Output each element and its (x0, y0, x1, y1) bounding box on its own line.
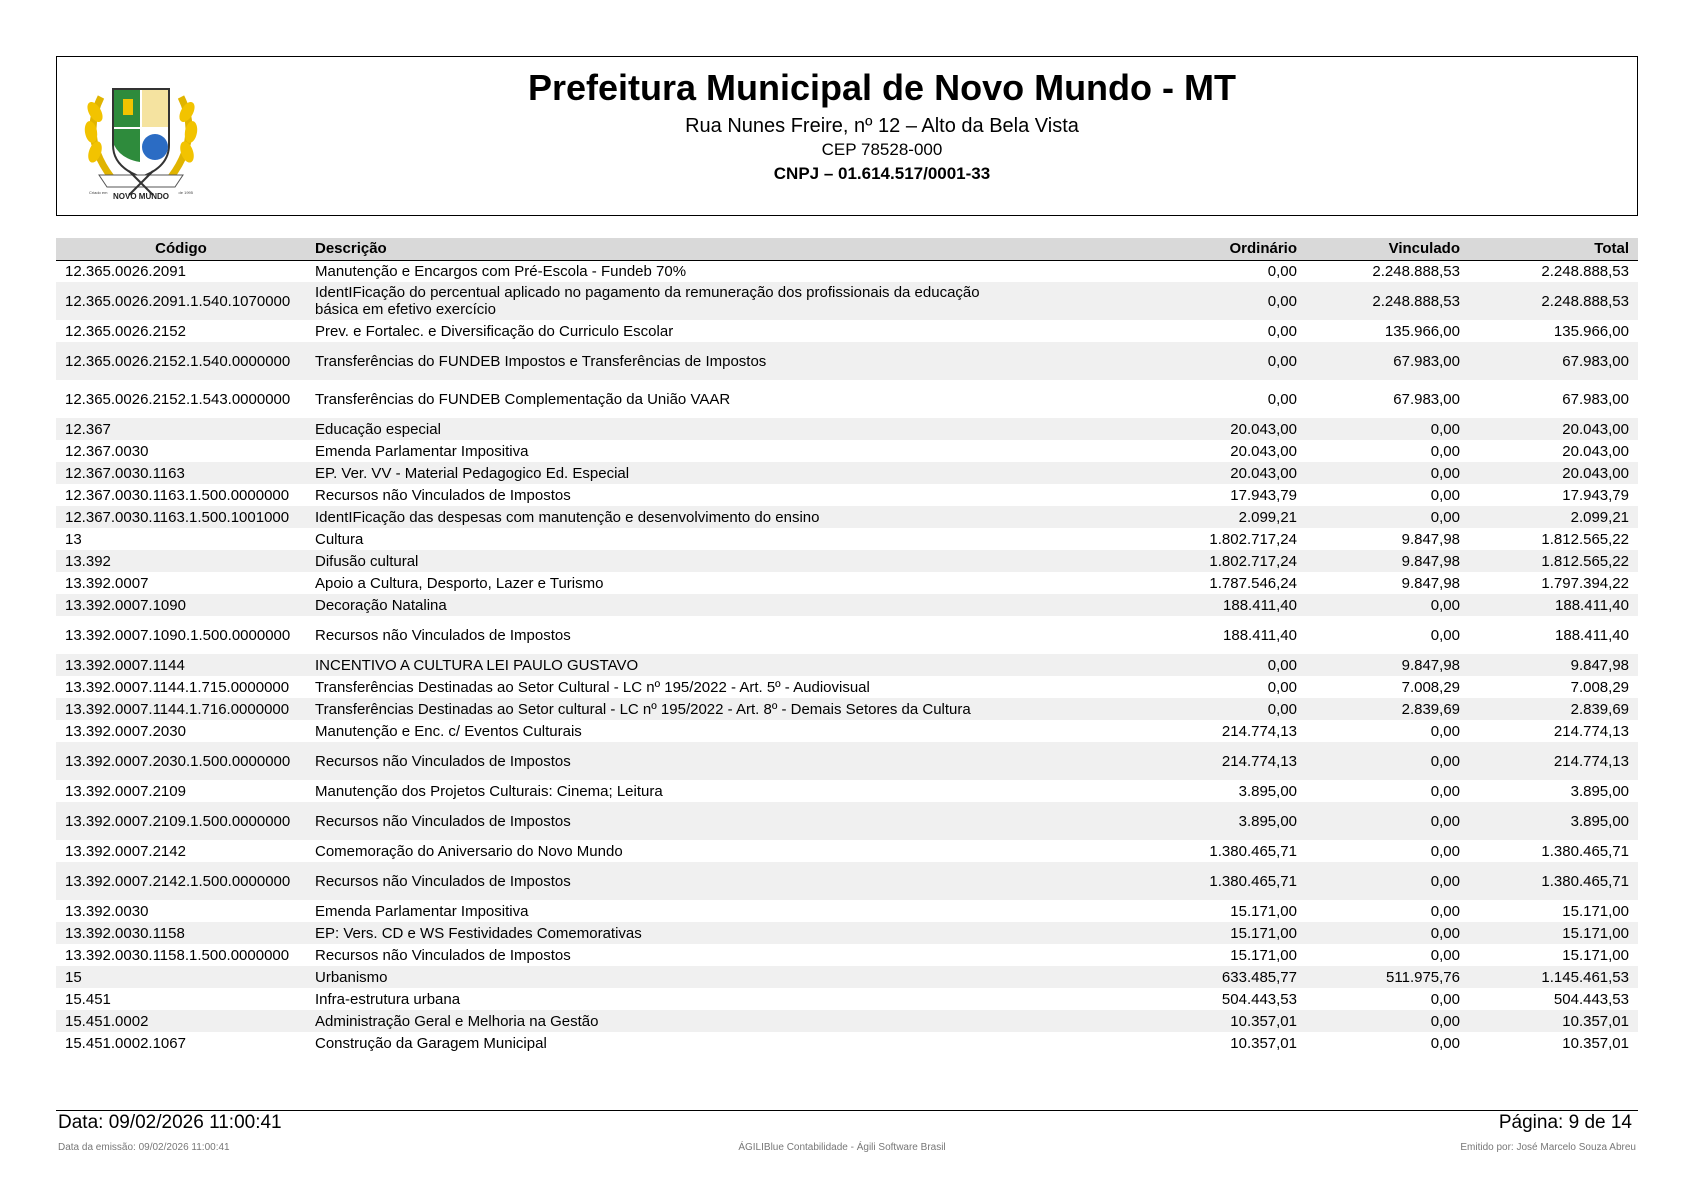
cell-codigo: 13.392.0030 (65, 902, 149, 920)
cell-codigo: 12.365.0026.2152.1.540.0000000 (56, 342, 306, 380)
table-row (56, 506, 1638, 528)
cell-codigo: 12.365.0026.2091 (65, 262, 186, 280)
cell-total: 214.774,13 (1469, 742, 1638, 780)
cell-vinculado: 0,00 (1430, 486, 1460, 504)
cell-descricao: Emenda Parlamentar Impositiva (315, 902, 529, 920)
cell-ordinario: 0,00 (1016, 342, 1306, 380)
page-title: Prefeitura Municipal de Novo Mundo - MT (527, 67, 1236, 108)
cell-vinculado: 0,00 (1306, 462, 1469, 484)
cell-codigo: 13.392.0007.2109 (65, 782, 186, 800)
cell-vinculado: 0,00 (1430, 990, 1460, 1008)
cell-descricao: IdentIFicação das despesas com manutenção e desenvolvimento do ensino (306, 506, 1016, 528)
table-row (56, 802, 1638, 840)
cell-codigo: 12.367.0030 (65, 442, 149, 460)
cell-vinculado: 0,00 (1430, 782, 1460, 800)
cell-total: 3.895,00 (1469, 802, 1638, 840)
table-row (56, 698, 1638, 720)
cell-vinculado: 2.248.888,53 (1306, 282, 1469, 320)
cell-descricao: Manutenção dos Projetos Culturais: Cinema; Leitura (315, 782, 663, 800)
table-row (56, 440, 1638, 462)
cell-vinculado: 67.983,00 (1306, 342, 1469, 380)
cell-descricao: Transferências do FUNDEB Complementação da União VAAR (315, 390, 731, 408)
cell-descricao: Manutenção e Enc. c/ Eventos Culturais (315, 722, 582, 740)
cell-total: 214.774,13 (1553, 722, 1629, 740)
table-row (56, 720, 1638, 742)
cell-ordinario: 15.171,00 (1230, 946, 1297, 964)
cell-codigo: 15.451.0002.1067 (65, 1034, 186, 1052)
cell-descricao: EP. Ver. VV - Material Pedagogico Ed. Especial (306, 462, 1016, 484)
cell-total: 17.943,79 (1562, 486, 1629, 504)
cell-codigo: 13.392.0007.2109.1.500.0000000 (56, 802, 306, 840)
cell-total: 188.411,40 (1555, 626, 1629, 644)
table-row (56, 676, 1638, 698)
cell-total: 2.248.888,53 (1541, 262, 1629, 280)
header-text-block (57, 67, 1637, 187)
cell-vinculado: 0,00 (1430, 842, 1460, 860)
cell-total: 67.983,00 (1562, 390, 1629, 408)
cell-codigo: 15.451.0002 (56, 1010, 306, 1032)
cell-vinculado: 0,00 (1430, 946, 1460, 964)
cell-descricao: Urbanismo (306, 966, 1016, 988)
cell-total: 9.847,98 (1469, 654, 1638, 676)
cell-ordinario: 0,00 (1016, 698, 1306, 720)
cell-ordinario: 15.171,00 (1016, 922, 1306, 944)
table-row (56, 572, 1638, 594)
cell-codigo: 12.367 (56, 418, 306, 440)
cell-vinculado: 2.248.888,53 (1372, 262, 1460, 280)
cell-descricao: Apoio a Cultura, Desporto, Lazer e Turismo (315, 574, 604, 592)
cell-vinculado: 135.966,00 (1384, 322, 1460, 340)
cell-total: 2.099,21 (1469, 506, 1638, 528)
svg-text:de 1995: de 1995 (178, 190, 193, 195)
table-row (56, 260, 1638, 282)
cell-ordinario: 17.943,79 (1230, 486, 1297, 504)
table-row (56, 742, 1638, 780)
cell-descricao: Construção da Garagem Municipal (315, 1034, 547, 1052)
cell-ordinario: 188.411,40 (1016, 594, 1306, 616)
cell-vinculado: 0,00 (1430, 722, 1460, 740)
cell-total: 1.380.465,71 (1541, 842, 1629, 860)
cell-codigo: 13.392.0030.1158.1.500.0000000 (65, 946, 290, 964)
cell-descricao: Manutenção e Encargos com Pré-Escola - Fundeb 70% (315, 262, 687, 280)
cell-total: 10.357,01 (1469, 1010, 1638, 1032)
cell-vinculado: 0,00 (1306, 594, 1469, 616)
cell-descricao: Infra-estrutura urbana (315, 990, 461, 1008)
cell-codigo: 13.392.0007.2142.1.500.0000000 (56, 862, 306, 900)
cell-ordinario: 1.802.717,24 (1016, 550, 1306, 572)
cell-ordinario: 188.411,40 (1223, 626, 1297, 644)
cell-vinculado: 9.847,98 (1401, 530, 1460, 548)
cep-line: CEP 78528-000 (821, 140, 943, 159)
cell-total: 2.839,69 (1469, 698, 1638, 720)
cell-total: 15.171,00 (1469, 922, 1638, 944)
software-credit: ÁGILIBlue Contabilidade - Ágili Software Brasil (738, 1142, 946, 1153)
cell-total: 1.380.465,71 (1469, 862, 1638, 900)
cell-vinculado: 67.983,00 (1393, 390, 1460, 408)
cell-ordinario: 633.485,77 (1016, 966, 1306, 988)
table-row (56, 1032, 1638, 1054)
cell-ordinario: 214.774,13 (1221, 722, 1297, 740)
cell-total: 20.043,00 (1469, 418, 1638, 440)
cell-descricao: EP: Vers. CD e WS Festividades Comemorativas (306, 922, 1016, 944)
cell-vinculado: 0,00 (1306, 862, 1469, 900)
cell-descricao: Recursos não Vinculados de Impostos (306, 862, 1016, 900)
table-row (56, 594, 1638, 616)
cell-ordinario: 0,00 (1267, 322, 1297, 340)
cell-ordinario: 0,00 (1016, 282, 1306, 320)
cell-ordinario: 20.043,00 (1230, 442, 1297, 460)
table-row (56, 342, 1638, 380)
cell-vinculado: 0,00 (1306, 922, 1469, 944)
cell-vinculado: 0,00 (1306, 1010, 1469, 1032)
cell-descricao: Recursos não Vinculados de Impostos (306, 802, 1016, 840)
cell-codigo: 13.392.0007.1144 (56, 654, 306, 676)
table-row (56, 1010, 1638, 1032)
address-line: Rua Nunes Freire, nº 12 – Alto da Bela Vista (685, 115, 1079, 137)
cell-vinculado: 0,00 (1306, 506, 1469, 528)
column-header-ordinario: Ordinário (1016, 238, 1306, 260)
cell-descricao: Difusão cultural (306, 550, 1016, 572)
cell-codigo: 12.367.0030.1163 (56, 462, 306, 484)
cell-descricao: Transferências do FUNDEB Impostos e Transferências de Impostos (306, 342, 1016, 380)
cell-codigo: 13.392.0007 (65, 574, 149, 592)
table-row (56, 282, 1638, 320)
cell-total: 67.983,00 (1469, 342, 1638, 380)
cell-ordinario: 0,00 (1267, 678, 1297, 696)
cell-codigo: 12.367.0030.1163.1.500.1001000 (56, 506, 306, 528)
cell-total: 15.171,00 (1562, 946, 1629, 964)
cell-ordinario: 214.774,13 (1016, 742, 1306, 780)
cell-vinculado: 7.008,29 (1401, 678, 1460, 696)
column-header-total: Total (1469, 238, 1638, 260)
cell-ordinario: 0,00 (1016, 654, 1306, 676)
cell-descricao: Transferências Destinadas ao Setor Cultural - LC nº 195/2022 - Art. 5º - Audiovisual (315, 678, 870, 696)
table-row (56, 966, 1638, 988)
cnpj-line: CNPJ – 01.614.517/0001-33 (773, 164, 991, 183)
cell-vinculado: 0,00 (1306, 418, 1469, 440)
cell-codigo: 13.392.0007.1144.1.715.0000000 (65, 678, 290, 696)
cell-vinculado: 0,00 (1430, 902, 1460, 920)
table-row (56, 840, 1638, 862)
cell-descricao: Recursos não Vinculados de Impostos (315, 946, 571, 964)
cell-descricao: Prev. e Fortalec. e Diversificação do Curriculo Escolar (315, 322, 674, 340)
cell-vinculado: 0,00 (1306, 742, 1469, 780)
cell-ordinario: 504.443,53 (1221, 990, 1297, 1008)
cell-descricao: Recursos não Vinculados de Impostos (315, 626, 571, 644)
table-row (56, 528, 1638, 550)
cell-total: 2.248.888,53 (1469, 282, 1638, 320)
cell-vinculado: 9.847,98 (1401, 574, 1460, 592)
cell-descricao: Recursos não Vinculados de Impostos (315, 486, 571, 504)
cell-codigo: 12.365.0026.2152.1.543.0000000 (65, 390, 291, 408)
table-row (56, 418, 1638, 440)
cell-codigo: 12.365.0026.2152 (65, 322, 186, 340)
cell-total: 7.008,29 (1570, 678, 1629, 696)
cell-total: 10.357,01 (1562, 1034, 1629, 1052)
cell-vinculado: 9.847,98 (1306, 654, 1469, 676)
cell-vinculado: 9.847,98 (1306, 550, 1469, 572)
cell-total: 1.797.394,22 (1541, 574, 1629, 592)
cell-ordinario: 2.099,21 (1016, 506, 1306, 528)
cell-total: 1.145.461,53 (1469, 966, 1638, 988)
table-row (56, 988, 1638, 1010)
table-row (56, 944, 1638, 966)
cell-descricao: Emenda Parlamentar Impositiva (315, 442, 529, 460)
table-row (56, 380, 1638, 418)
cell-total: 15.171,00 (1562, 902, 1629, 920)
table-row (56, 550, 1638, 572)
cell-ordinario: 3.895,00 (1016, 802, 1306, 840)
cell-total: 20.043,00 (1469, 462, 1638, 484)
cell-total: 3.895,00 (1570, 782, 1629, 800)
footer-date: Data: 09/02/2026 11:00:41 (58, 1112, 282, 1133)
cell-descricao: Recursos não Vinculados de Impostos (306, 742, 1016, 780)
table-row (56, 320, 1638, 342)
cell-total: 135.966,00 (1553, 322, 1629, 340)
table-row (56, 780, 1638, 802)
cell-ordinario: 10.357,01 (1016, 1010, 1306, 1032)
table-row (56, 654, 1638, 676)
table-row (56, 484, 1638, 506)
table-row (56, 462, 1638, 484)
cell-codigo: 13.392.0007.2030.1.500.0000000 (56, 742, 306, 780)
cell-descricao: IdentIFicação do percentual aplicado no pagamento da remuneração dos profissionais da educação básica em efetivo exercício (306, 282, 1016, 320)
cell-vinculado: 511.975,76 (1306, 966, 1469, 988)
cell-ordinario: 20.043,00 (1016, 418, 1306, 440)
cell-ordinario: 0,00 (1267, 390, 1297, 408)
footer-divider (56, 1110, 1638, 1111)
cell-total: 20.043,00 (1562, 442, 1629, 460)
cell-ordinario: 1.380.465,71 (1209, 842, 1297, 860)
table-header-row (56, 238, 1638, 260)
report-header (56, 56, 1638, 216)
cell-codigo: 13.392 (56, 550, 306, 572)
table-body (56, 260, 1638, 1054)
emission-date: Data da emissão: 09/02/2026 11:00:41 (58, 1142, 230, 1153)
cell-codigo: 15.451 (65, 990, 111, 1008)
cell-ordinario: 3.895,00 (1238, 782, 1297, 800)
cell-total: 1.812.565,22 (1541, 530, 1629, 548)
cell-codigo: 13.392.0030.1158 (56, 922, 306, 944)
cell-vinculado: 0,00 (1430, 442, 1460, 460)
cell-descricao: Comemoração do Aniversario do Novo Mundo (315, 842, 623, 860)
table-row (56, 900, 1638, 922)
cell-ordinario: 0,00 (1267, 262, 1297, 280)
cell-descricao: INCENTIVO A CULTURA LEI PAULO GUSTAVO (306, 654, 1016, 676)
budget-table (56, 238, 1638, 1054)
cell-total: 188.411,40 (1469, 594, 1638, 616)
svg-text:NOVO MUNDO: NOVO MUNDO (113, 192, 169, 201)
cell-vinculado: 0,00 (1430, 626, 1460, 644)
cell-codigo: 13.392.0007.1090.1.500.0000000 (65, 626, 291, 644)
cell-codigo: 12.367.0030.1163.1.500.0000000 (65, 486, 290, 504)
cell-vinculado: 2.839,69 (1306, 698, 1469, 720)
cell-vinculado: 0,00 (1430, 1034, 1460, 1052)
cell-ordinario: 1.787.546,24 (1209, 574, 1297, 592)
issued-by: Emitido por: José Marcelo Souza Abreu (1460, 1142, 1636, 1153)
column-header-codigo: Código (56, 238, 306, 260)
table-row (56, 922, 1638, 944)
table-row (56, 616, 1638, 654)
cell-descricao: Cultura (315, 530, 364, 548)
svg-text:Criado em: Criado em (89, 190, 108, 195)
cell-codigo: 13.392.0007.2142 (65, 842, 186, 860)
cell-total: 1.812.565,22 (1469, 550, 1638, 572)
cell-codigo: 13 (65, 530, 82, 548)
cell-descricao: Transferências Destinadas ao Setor cultural - LC nº 195/2022 - Art. 8º - Demais Setores da Cultura (306, 698, 1016, 720)
cell-ordinario: 20.043,00 (1016, 462, 1306, 484)
cell-ordinario: 10.357,01 (1230, 1034, 1297, 1052)
cell-codigo: 13.392.0007.1144.1.716.0000000 (56, 698, 306, 720)
cell-ordinario: 1.380.465,71 (1016, 862, 1306, 900)
column-header-descricao: Descrição (306, 238, 1016, 260)
table-row (56, 862, 1638, 900)
cell-descricao: Educação especial (306, 418, 1016, 440)
cell-codigo: 15 (56, 966, 306, 988)
cell-codigo: 12.365.0026.2091.1.540.1070000 (56, 282, 306, 320)
cell-descricao: Decoração Natalina (306, 594, 1016, 616)
cell-ordinario: 15.171,00 (1230, 902, 1297, 920)
cell-ordinario: 1.802.717,24 (1209, 530, 1297, 548)
cell-codigo: 13.392.0007.1090 (56, 594, 306, 616)
cell-codigo: 13.392.0007.2030 (65, 722, 186, 740)
cell-vinculado: 0,00 (1306, 802, 1469, 840)
cell-total: 504.443,53 (1553, 990, 1629, 1008)
cell-descricao: Administração Geral e Melhoria na Gestão (306, 1010, 1016, 1032)
page-number: Página: 9 de 14 (1498, 1112, 1632, 1133)
column-header-vinculado: Vinculado (1306, 238, 1469, 260)
